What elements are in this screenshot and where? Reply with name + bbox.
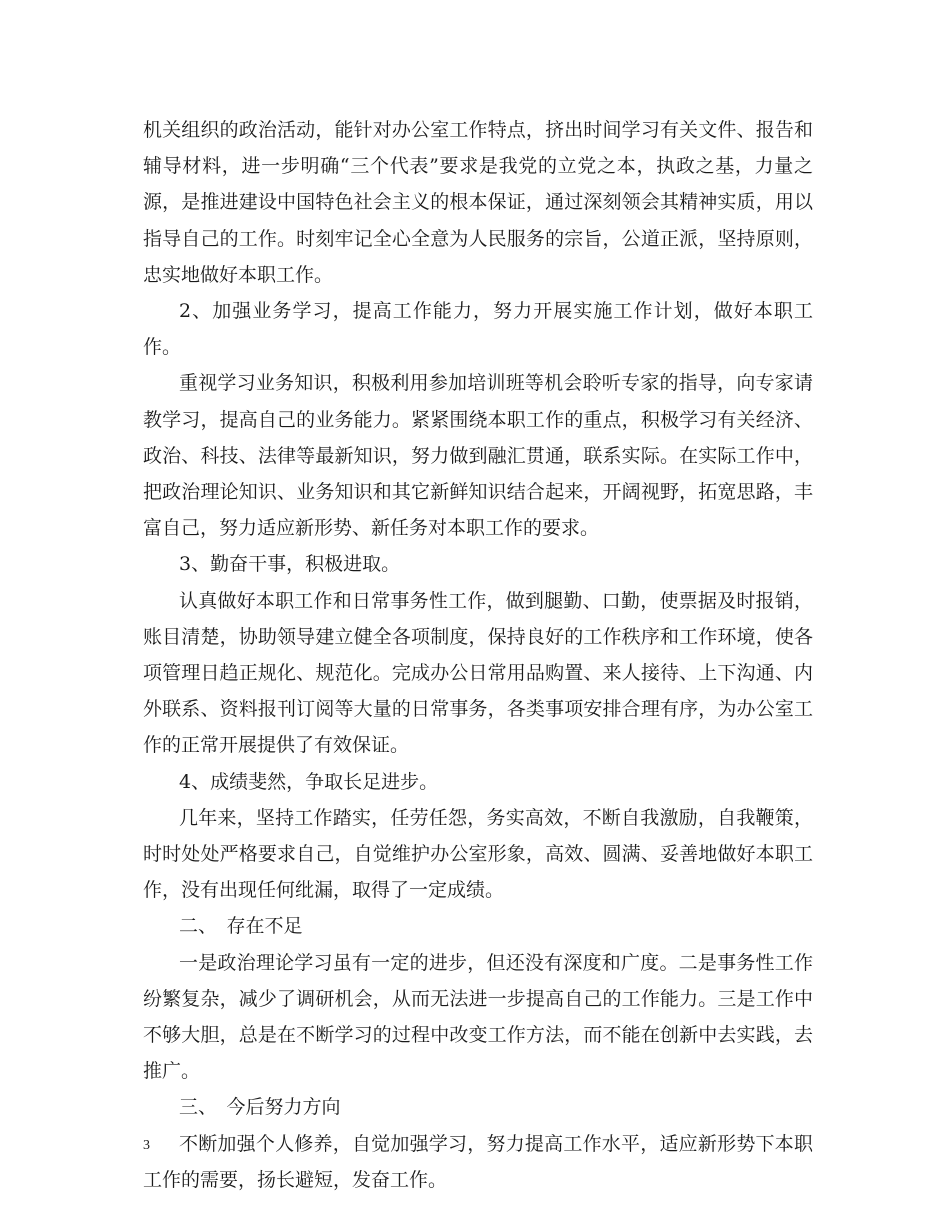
paragraph-shortcomings: 一是政治理论学习虽有一定的进步，但还没有深度和广度。二是事务性工作纷繁复杂，减少了调研机会，从而无法进一步提高自己的工作能力。三是工作中不够大胆，总是在不断学习的过程中改变工作方法，而不能在创新中去实践，去推广。 [143, 951, 813, 1083]
heading-business-study: 2、加强业务学习，提高工作能力，努力开展实施工作计划，做好本职工作。 [143, 300, 813, 359]
paragraph-business-study: 重视学习业务知识，积极利用参加培训班等机会聆听专家的指导，向专家请教学习，提高自己的业务能力。紧紧围绕本职工作的重点，积极学习有关经济、政治、科技、法律等最新知识，努力做到融汇贯通，联系实际。在实际工作中，把政治理论知识、业务知识和其它新鲜知识结合起来，开阔视野，拓宽思路，丰富自己，努力适应新形势、新任务对本职工作的要求。 [143, 372, 813, 540]
document-body [143, 112, 813, 1198]
heading-diligent-work: 3、勤奋干事，积极进取。 [179, 553, 401, 576]
heading-shortcomings: 二、 存在不足 [179, 915, 303, 938]
paragraph-diligent-work: 认真做好本职工作和日常事务性工作，做到腿勤、口勤，使票据及时报销，账目清楚，协助领导建立健全各项制度，保持良好的工作秩序和工作环境，使各项管理日趋正规化、规范化。完成办公日常用品购置、来人接待、上下沟通、内外联系、资料报刊订阅等大量的日常事务，各类事项安排合理有序，为办公室工作的正常开展提供了有效保证。 [143, 589, 813, 757]
heading-achievements: 4、成绩斐然，争取长足进步。 [179, 770, 439, 793]
page-number: 3 [143, 1138, 150, 1153]
paragraph-political-study: 机关组织的政治活动，能针对办公室工作特点，挤出时间学习有关文件、报告和辅导材料，进一步明确“三个代表”要求是我党的立党之本，执政之基，力量之源，是推进建设中国特色社会主义的根本保证，通过深刻领会其精神实质，用以指导自己的工作。时刻牢记全心全意为人民服务的宗旨，公道正派，坚持原则，忠实地做好本职工作。 [143, 119, 813, 286]
paragraph-achievements: 几年来，坚持工作踏实，任劳任怨，务实高效，不断自我激励，自我鞭策，时时处处严格要求自己，自觉维护办公室形象，高效、圆满、妥善地做好本职工作，没有出现任何纰漏，取得了一定成绩。 [143, 806, 813, 902]
paragraph-future-direction: 不断加强个人修养，自觉加强学习，努力提高工作水平，适应新形势下本职工作的需要，扬长避短，发奋工作。 [143, 1132, 813, 1191]
heading-future-direction: 三、 今后努力方向 [179, 1096, 341, 1119]
